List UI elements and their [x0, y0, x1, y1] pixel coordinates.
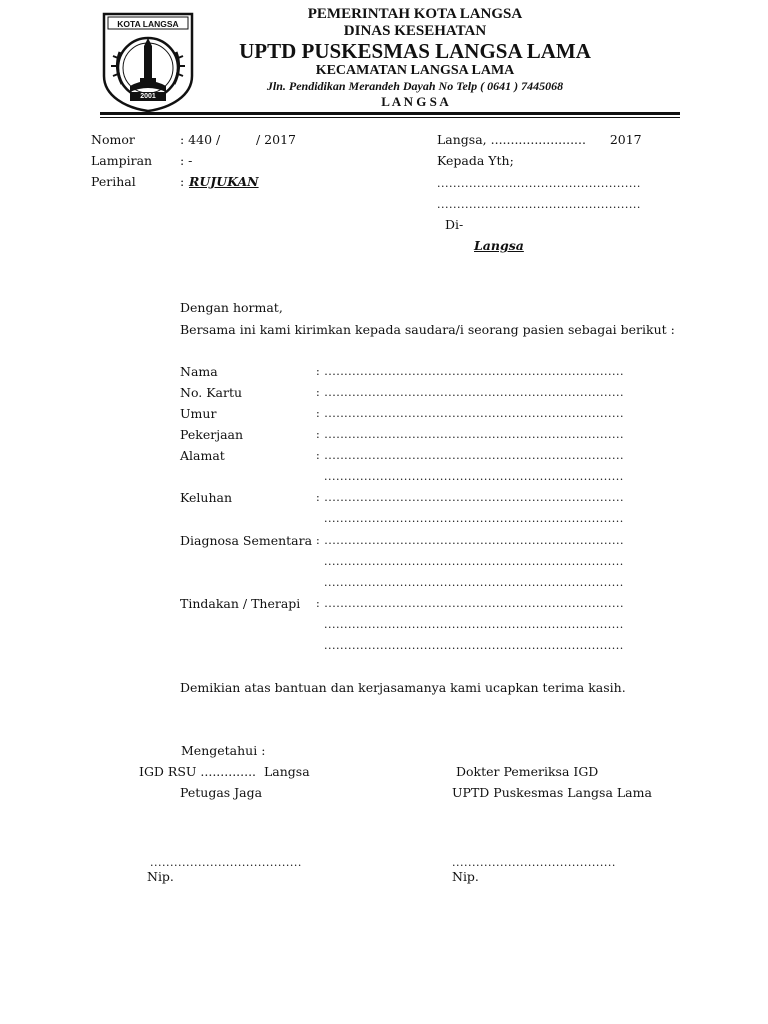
- field-value-alamat-2: ...........................................................................: [316, 470, 624, 483]
- field-label-pekerjaan: Pekerjaan: [180, 427, 244, 442]
- perihal-label: Perihal: [91, 174, 136, 189]
- field-label-no-kartu: No. Kartu: [180, 385, 243, 400]
- nomor-label: Nomor: [91, 132, 135, 147]
- field-label-alamat: Alamat: [180, 448, 225, 463]
- recipient-line-2: ...................................................: [437, 198, 641, 211]
- logo-title: KOTA LANGSA: [117, 19, 179, 29]
- perihal-colon: :: [180, 174, 185, 189]
- right-org: Dokter Pemeriksa IGD: [456, 764, 599, 779]
- field-value-diagnosa-3: ...........................................................................: [316, 576, 624, 589]
- field-value-tindakan-2: ...........................................................................: [316, 618, 624, 631]
- di-city: Langsa: [474, 238, 524, 253]
- lampiran-label: Lampiran: [91, 153, 153, 168]
- letterhead-address: Jln. Pendidikan Merandeh Dayah No Telp ( 0641 ) 7445068: [266, 79, 564, 93]
- city-logo: [100, 12, 196, 112]
- logo-year: 2001: [140, 93, 156, 100]
- field-label-umur: Umur: [180, 406, 217, 421]
- nomor-value: : 440 / / 2017: [180, 132, 296, 147]
- field-value-no-kartu: : ...........................................................................: [316, 386, 624, 399]
- header-divider-thin: [100, 117, 680, 118]
- field-value-diagnosa: : ...........................................................................: [316, 534, 624, 547]
- closing-text: Demikian atas bantuan dan kerjasamanya kami ucapkan terima kasih.: [180, 680, 626, 695]
- left-nip: Nip.: [147, 869, 174, 884]
- letterhead-title: UPTD PUSKESMAS LANGSA LAMA: [239, 39, 591, 63]
- field-value-keluhan: : ...........................................................................: [316, 491, 624, 504]
- right-role: UPTD Puskesmas Langsa Lama: [452, 785, 652, 800]
- field-label-keluhan: Keluhan: [180, 490, 233, 505]
- letterhead-city: L A N G S A: [381, 94, 449, 109]
- letterhead-line-2: DINAS KESEHATAN: [343, 23, 487, 39]
- field-value-diagnosa-2: ...........................................................................: [316, 555, 624, 568]
- recipient-line-1: ...................................................: [437, 177, 641, 190]
- field-value-umur: : ...........................................................................: [316, 407, 624, 420]
- left-org: IGD RSU .............. Langsa: [139, 764, 310, 779]
- field-label-nama: Nama: [180, 364, 218, 379]
- left-signature-line: ......................................: [150, 856, 302, 869]
- salutation: Dengan hormat,: [180, 300, 283, 315]
- mengetahui-label: Mengetahui :: [181, 743, 266, 758]
- letterhead-line-4: KECAMATAN LANGSA LAMA: [315, 63, 515, 78]
- field-value-keluhan-2: ...........................................................................: [316, 512, 624, 525]
- place-date: Langsa, ........................ 2017: [437, 132, 642, 147]
- field-value-tindakan-3: ...........................................................................: [316, 639, 624, 652]
- right-nip: Nip.: [452, 869, 479, 884]
- intro-text: Bersama ini kami kirimkan kepada saudara/i seorang pasien sebagai berikut :: [180, 322, 675, 337]
- header-divider: [100, 112, 680, 115]
- field-label-diagnosa: Diagnosa Sementara: [180, 533, 313, 548]
- kepada-yth: Kepada Yth;: [437, 153, 514, 168]
- field-value-alamat: : ...........................................................................: [316, 449, 624, 462]
- field-label-tindakan: Tindakan / Therapi: [180, 596, 301, 611]
- field-value-pekerjaan: : ...........................................................................: [316, 428, 624, 441]
- field-value-nama: : ...........................................................................: [316, 365, 624, 378]
- di-label: Di-: [445, 217, 464, 232]
- right-signature-line: .........................................: [452, 856, 616, 869]
- left-role: Petugas Jaga: [180, 785, 263, 800]
- perihal-value: RUJUKAN: [189, 174, 259, 189]
- letterhead-line-1: PEMERINTAH KOTA LANGSA: [307, 6, 523, 22]
- lampiran-value: : -: [180, 153, 193, 168]
- field-value-tindakan: : ...........................................................................: [316, 597, 624, 610]
